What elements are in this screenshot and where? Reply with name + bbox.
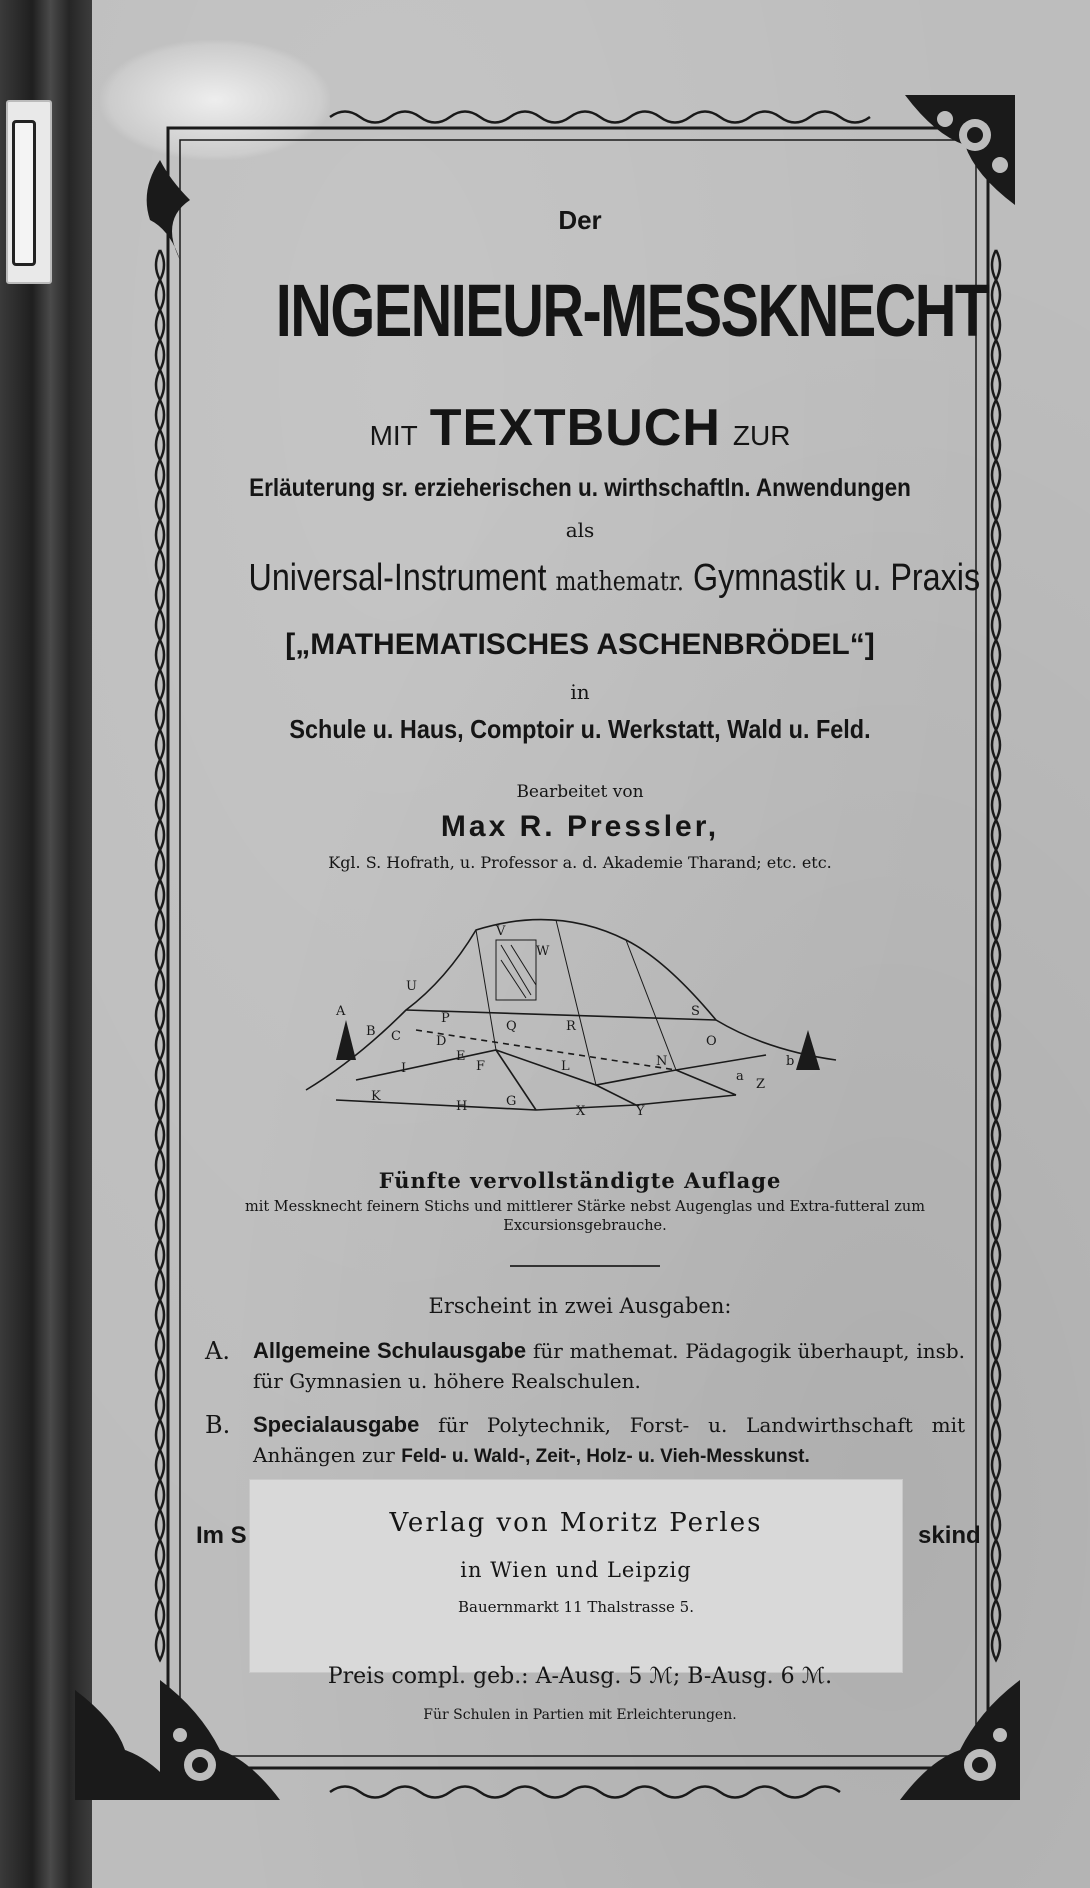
title-der: Der: [558, 205, 602, 235]
illustration-label: I: [401, 1061, 407, 1076]
illustration-label: L: [561, 1059, 570, 1074]
illustration-label: W: [536, 944, 550, 959]
subtitle-zur: ZUR: [732, 420, 791, 451]
partial-text-left: Im S: [196, 1522, 247, 1549]
erscheint-line: Erscheint in zwei Ausgaben:: [428, 1294, 732, 1318]
universal-line: [248, 557, 981, 600]
edition-note: mit Messknecht feinern Stichs und mittlerer Stärke nebst Augenglas und Extra-futteral zum Excursionsgebrauche.: [244, 1199, 926, 1234]
surveying-illustration: [296, 910, 856, 1130]
illustration-label: Q: [506, 1019, 517, 1034]
ausgabe-b-letter: B.: [205, 1411, 231, 1439]
illustration-label: D: [436, 1034, 447, 1049]
erlaeuterung-line: Erläuterung sr. erzieherischen u. wirthschaftln. Anwendungen: [249, 474, 911, 502]
illustration-label: O: [706, 1034, 717, 1049]
aschenbroedel-line: [„MATHEMATISCHES ASCHENBRÖDEL“]: [285, 628, 875, 661]
ausgabe-a-text: für mathemat. Pädagogik überhaupt, insb. für Gymnasien u. höhere Realschulen.: [253, 1339, 966, 1393]
author-name: Max R. Pressler,: [440, 810, 720, 843]
illustration-label: U: [406, 979, 417, 994]
illustration-label: P: [441, 1011, 450, 1026]
illustration-label: B: [366, 1024, 376, 1039]
illustration-label: A: [336, 1004, 346, 1019]
publisher-sticker: [250, 1480, 902, 1672]
illustration-label: R: [566, 1019, 576, 1034]
subtitle-textbuch: TEXTBUCH: [429, 399, 721, 457]
illustration-label: Y: [636, 1104, 645, 1119]
ausgabe-b-title: Specialausgabe: [253, 1412, 420, 1437]
edition-title: Fünfte vervollständigte Auflage: [378, 1168, 782, 1193]
illustration-label: b: [786, 1054, 795, 1069]
universal-b: mathematr.: [555, 567, 684, 597]
illustration-label: F: [476, 1059, 486, 1074]
illustration-label: X: [576, 1104, 586, 1119]
schools-note: Für Schulen in Partien mit Erleichterungen.: [423, 1707, 737, 1723]
ausgabe-a-title: Allgemeine Schulausgabe: [253, 1338, 527, 1363]
schule-line: Schule u. Haus, Comptoir u. Werkstatt, Wald u. Feld.: [289, 714, 871, 744]
ausgabe-b-text: für Polytechnik, Forst- u. Landwirthschaft mit Anhängen zur: [253, 1413, 966, 1467]
subtitle-line: [190, 398, 970, 458]
illustration-label: E: [456, 1049, 466, 1064]
illustration-label: C: [391, 1029, 401, 1044]
ausgabe-b-tail: Feld- u. Wald-, Zeit-, Holz- u. Vieh-Messkunst.: [401, 1446, 810, 1467]
subtitle-mit: MIT: [369, 420, 418, 451]
als-line: als: [565, 518, 595, 542]
sticker-verlag: Verlag von Moritz Perles: [389, 1508, 763, 1538]
ausgabe-b: [205, 1410, 965, 1472]
sticker-address: Bauernmarkt 11 Thalstrasse 5.: [457, 1598, 694, 1616]
illustration-label: a: [736, 1069, 744, 1084]
divider-rule: [510, 1265, 660, 1267]
author-title: Kgl. S. Hofrath, u. Professor a. d. Akademie Tharand; etc. etc.: [328, 853, 832, 872]
illustration-label: N: [656, 1054, 668, 1069]
ausgabe-a: [205, 1336, 965, 1396]
universal-a: Universal-Instrument: [248, 557, 547, 599]
ausgabe-a-letter: A.: [205, 1337, 230, 1365]
illustration-label: K: [371, 1089, 381, 1104]
illustration-label: H: [456, 1099, 468, 1114]
illustration-label: V: [496, 924, 506, 939]
main-title: INGENIEUR-MESSKNECHT: [275, 269, 989, 352]
sticker-city: in Wien und Leipzig: [460, 1558, 692, 1582]
illustration-label: Z: [756, 1077, 766, 1092]
partial-text-right: skind: [918, 1522, 981, 1549]
price-line: Preis compl. geb.: A-Ausg. 5 ℳ; B-Ausg. 6 ℳ.: [327, 1664, 833, 1689]
illustration-label: S: [691, 1004, 700, 1019]
illustration-label: G: [506, 1094, 517, 1109]
universal-c: Gymnastik u. Praxis: [692, 557, 981, 599]
in-line: in: [570, 680, 590, 704]
bearbeitet-line: Bearbeitet von: [516, 782, 644, 802]
